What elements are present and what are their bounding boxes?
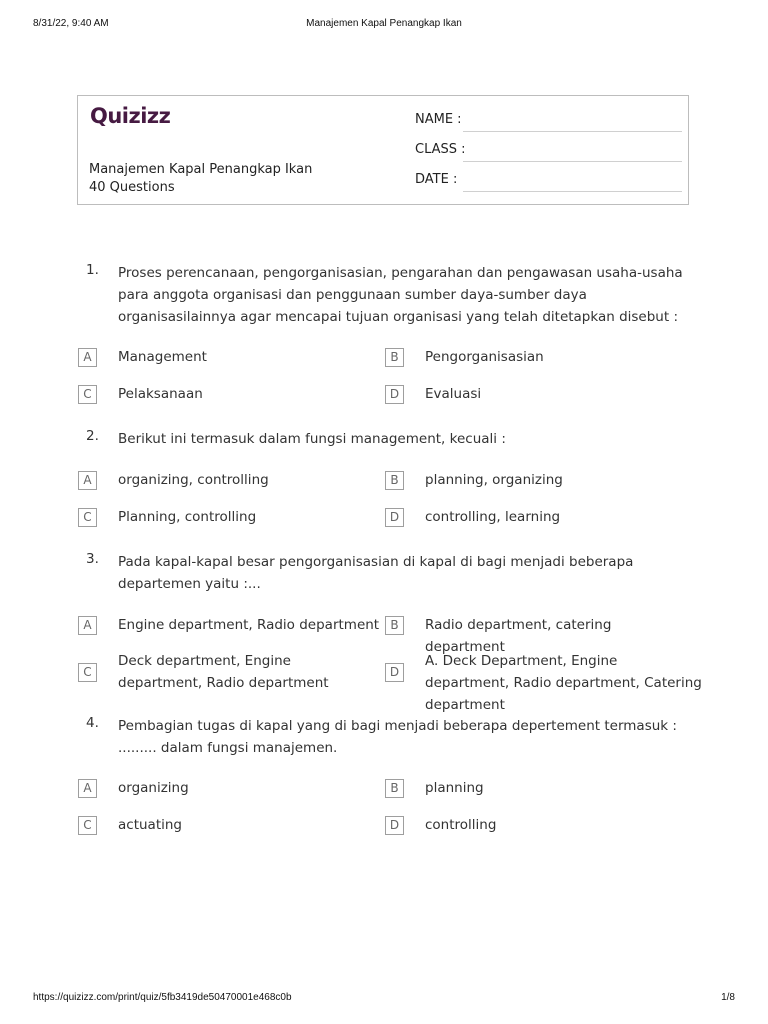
print-title: Manajemen Kapal Penangkap Ikan [306, 18, 462, 29]
option-text: actuating [118, 817, 182, 833]
date-line [463, 191, 682, 192]
quiz-title: Manajemen Kapal Penangkap Ikan [89, 162, 313, 177]
print-footer [33, 992, 735, 1006]
question-number: 1. [86, 262, 99, 278]
option-letter: C [78, 385, 97, 404]
option-text: A. Deck Department, Engine department, Radio department, Catering department [425, 653, 702, 713]
print-header [33, 18, 735, 32]
option-text: Pengorganisasian [425, 349, 544, 365]
question-number: 4. [86, 715, 99, 731]
question-text: Proses perencanaan, pengorganisasian, pengarahan dan pengawasan usaha-usaha para anggota organisasi dan penggunaan sumber daya-sumber daya organisasilainnya agar mencapai tujuan organisasi yang telah ditetapkan disebut : [118, 265, 683, 325]
page-number: 1/8 [721, 992, 735, 1003]
option-text: Radio department, catering department [425, 617, 612, 655]
class-field [415, 142, 682, 162]
name-label: NAME : [415, 112, 462, 127]
name-line [463, 131, 682, 132]
option-text: controlling [425, 817, 497, 833]
option-letter: C [78, 663, 97, 682]
option-letter: D [385, 816, 404, 835]
option-text: Deck department, Engine department, Radio department [118, 653, 329, 691]
option-text: Engine department, Radio department [118, 617, 380, 633]
question-text: Pada kapal-kapal besar pengorganisasian di kapal di bagi menjadi beberapa departemen yaitu :... [118, 554, 634, 592]
question-number: 2. [86, 428, 99, 444]
option-letter: B [385, 779, 404, 798]
option-text: organizing [118, 780, 189, 796]
class-line [463, 161, 682, 162]
option-letter: C [78, 816, 97, 835]
question-number: 3. [86, 551, 99, 567]
option-text: Planning, controlling [118, 509, 257, 525]
name-field [415, 112, 682, 132]
option-letter: C [78, 508, 97, 527]
option-letter: A [78, 779, 97, 798]
option-letter: D [385, 508, 404, 527]
option-letter: D [385, 385, 404, 404]
quizizz-logo: Quizizz [90, 104, 171, 128]
date-field [415, 172, 682, 192]
option-text: controlling, learning [425, 509, 561, 525]
quiz-info-box [77, 95, 689, 205]
question-text: Berikut ini termasuk dalam fungsi management, kecuali : [118, 431, 506, 447]
option-letter: B [385, 471, 404, 490]
option-text: planning [425, 780, 484, 796]
question-count: 40 Questions [89, 180, 175, 195]
option-letter: A [78, 348, 97, 367]
date-label: DATE : [415, 172, 458, 187]
option-letter: B [385, 348, 404, 367]
print-date: 8/31/22, 9:40 AM [33, 18, 109, 29]
question-text: Pembagian tugas di kapal yang di bagi menjadi beberapa depertement termasuk : ......... dalam fungsi manajemen. [118, 718, 677, 756]
option-letter: A [78, 616, 97, 635]
option-text: planning, organizing [425, 472, 563, 488]
option-text: Pelaksanaan [118, 386, 203, 402]
print-url: https://quizizz.com/print/quiz/5fb3419de50470001e468c0b [33, 992, 292, 1003]
class-label: CLASS : [415, 142, 466, 157]
option-text: Evaluasi [425, 386, 482, 402]
option-text: organizing, controlling [118, 472, 269, 488]
option-letter: A [78, 471, 97, 490]
option-text: Management [118, 349, 207, 365]
option-letter: D [385, 663, 404, 682]
option-letter: B [385, 616, 404, 635]
